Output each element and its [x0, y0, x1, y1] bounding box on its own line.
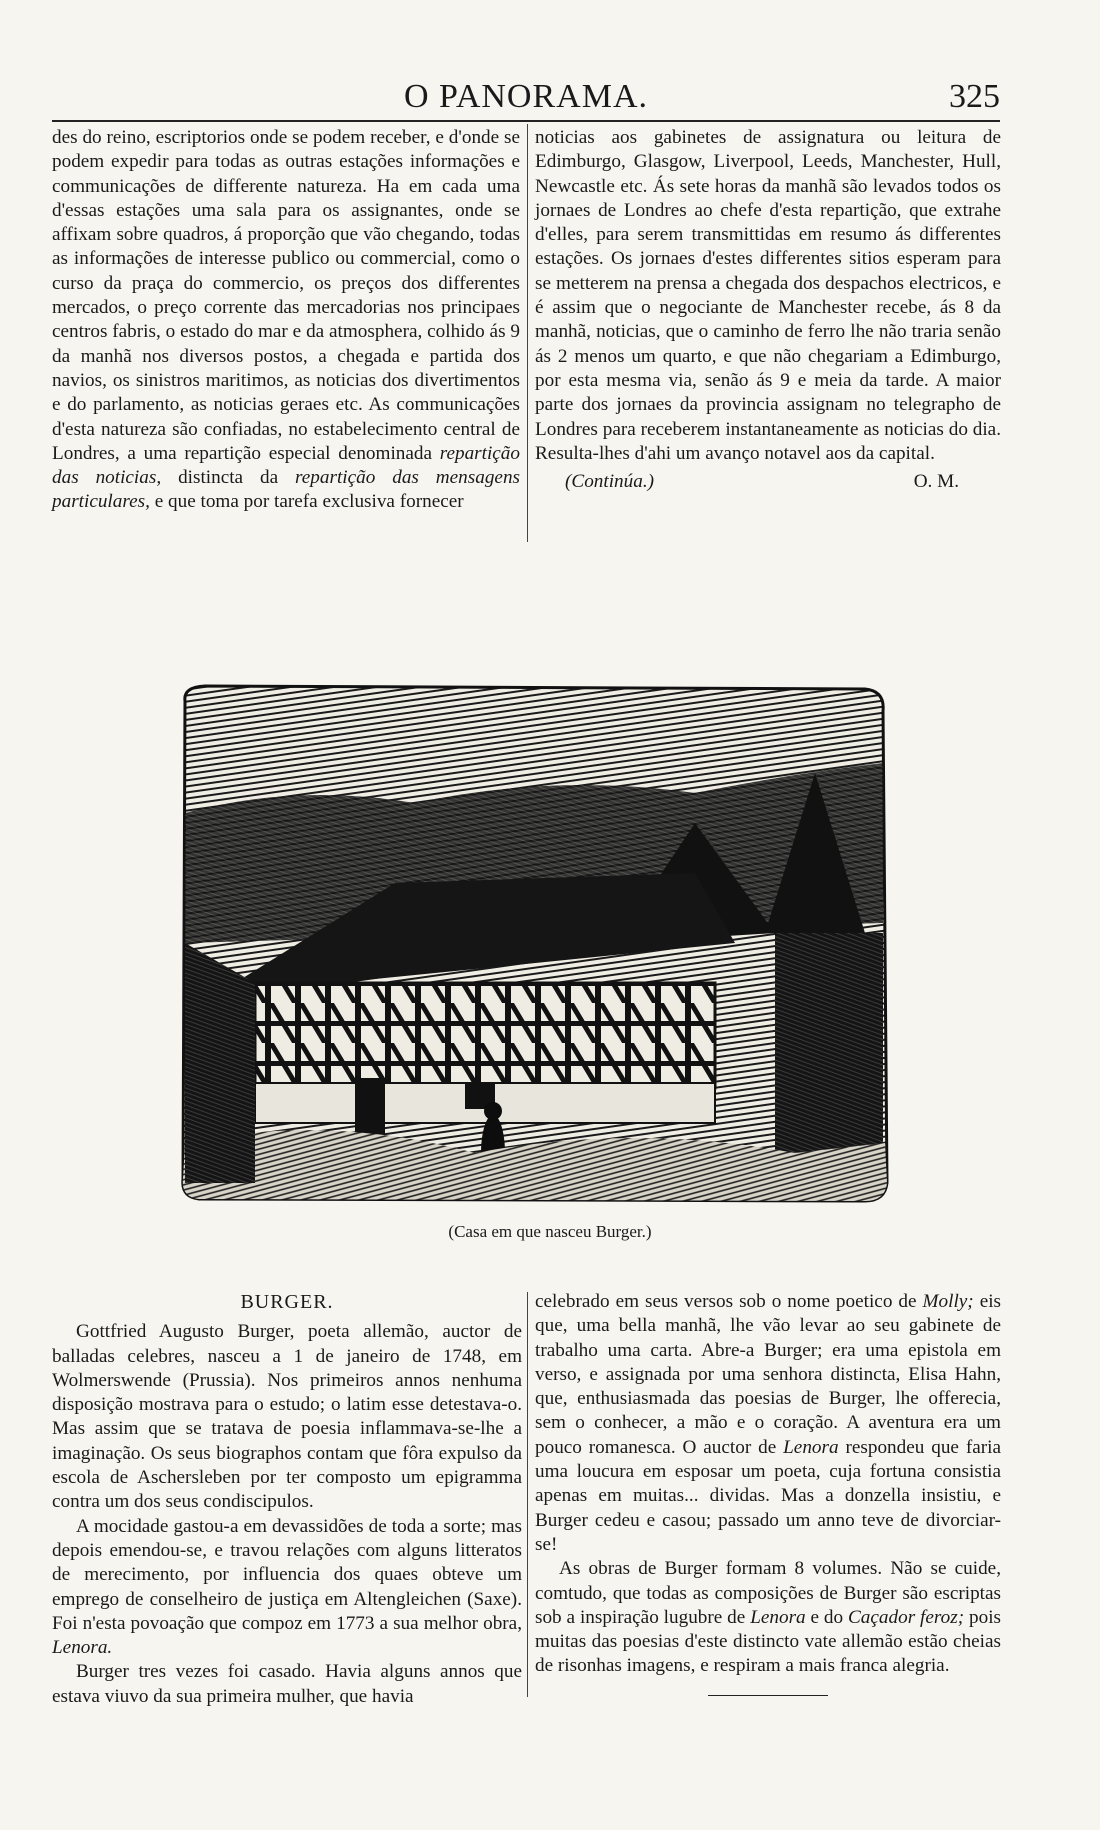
article-column-3 [52, 1290, 522, 1709]
end-rule [708, 1695, 828, 1696]
article-signature [535, 470, 1001, 494]
page-header [52, 78, 1000, 122]
column-divider [527, 1292, 528, 1697]
illustration-caption: (Casa em que nasceu Burger.) [448, 1222, 652, 1241]
article-column-1 [52, 126, 520, 515]
author-initials: O. M. [913, 471, 959, 493]
article-title: BURGER. [240, 1291, 334, 1313]
paragraph: des do reino, escriptorios onde se podem receber, e d'onde se podem expedir para todas as outras estações informações e communicações de differente natureza. Ha em cada uma d'essas estações uma sala para os assignantes, onde se affixam sobre quadros, á proporção que vão chegando, todas as informações de interesse publico ou commercial, como o curso da praça do commercio, os preços dos differentes mercados, o preço corrente das mercadorias nos principaes centros fabris, o estado do mar e da atmosphera, colhido ás 9 da manhã nos diversos postos, a chegada e partida dos navios, os sinistros maritimos, as noticias dos divertimentos e do parlamento, as noticias geraes etc. As communicações d'esta natureza são confiadas, no estabelecimento central de Londres, a uma repartição especial denominada repartição das noticias, distincta da repartição das mensagens particulares, e que toma por tarefa exclusiva fornecer [52, 127, 521, 513]
page-number: 325 [949, 78, 1000, 115]
paragraph: Gottfried Augusto Burger, poeta allemão, auctor de balladas celebres, nasceu a 1 de janeiro de 1748, em Wolmerswende (Prussia). Nos primeiros annos nenhuma disposição mostrava para o estudo; o latim esse detestava-o. Mas assim que se tratava de poesia inflammava-se-lhe a imaginação. Os seus biographos contam que fôra expulso da escola de Aschersleben por ter composto um epigramma contra um dos seus condiscipulos. [52, 1321, 522, 1513]
paragraph: A mocidade gastou-a em devassidões de toda a sorte; mas depois emendou-se, e travou relações com alguns litteratos de merecimento, por influencia dos quaes obteve um emprego de conselheiro de justiça em Altengleichen (Saxe). Foi n'esta povoação que compoz em 1773 a sua melhor obra, Lenora. [52, 1515, 522, 1659]
engraving-burger-house [175, 683, 889, 1205]
paragraph: celebrado em seus versos sob o nome poetico de Molly; eis que, uma bella manhã, lhe vão levar ao seu gabinete de trabalho uma carta. Abre-a Burger; era uma epistola em verso, e assignada por uma senhora distincta, Elisa Hahn, que, enthusiasmada das poesias de Burger, lhe offerecia, sem o conhecer, a mão e o coração. A aventura era um pouco romanesca. O auctor de Lenora respondeu que faria uma loucura em esposar um poeta, cuja fortuna consistia apenas em muitas... dividas. Mas a donzella insistiu, e Burger cedeu e casou; passado um anno teve de divorciar-se! [535, 1291, 1002, 1555]
header-rule [52, 120, 1000, 122]
column-divider [527, 124, 528, 542]
paragraph: As obras de Burger formam 8 volumes. Não se cuide, comtudo, que todas as composições de Burger são escriptas sob a inspiração lugubre de Lenora e do Caçador feroz; pois muitas das poesias d'este distincto vate allemão estão cheias de risonhas imagens, e respiram a mais franca alegria. [535, 1558, 1001, 1677]
article-column-2 [535, 126, 1001, 494]
paragraph: Burger tres vezes foi casado. Havia alguns annos que estava viuvo da sua primeira mulher, que havia [52, 1661, 522, 1707]
paragraph: noticias aos gabinetes de assignatura ou leitura de Edimburgo, Glasgow, Liverpool, Leeds, Manchester, Hull, Newcastle etc. Ás sete horas da manhã são levados todos os jornaes de Londres ao chefe d'esta repartição, que extrahe d'elles, para serem transmittidas em resumo ás differentes estações. Os jornaes d'estes differentes sitios esperam para se metterem na prensa a chegada dos despachos electricos, e é assim que o negociante de Manchester recebe, ás 8 da manhã, noticias, que o caminho de ferro lhe não traria senão ás 2 menos um quarto, e que não chegariam a Edimburgo, por esta mesma via, senão ás 9 e meia da tarde. A maior parte dos jornaes da provincia assignam no telegrapho de Londres para receberem instantaneamente as noticias do dia. Resulta-lhes d'ahi um avanço notavel aos da capital. [535, 127, 1001, 464]
article-column-4 [535, 1290, 1001, 1696]
journal-title: O PANORAMA. [403, 78, 649, 115]
continua-note: (Continúa.) [565, 471, 655, 493]
